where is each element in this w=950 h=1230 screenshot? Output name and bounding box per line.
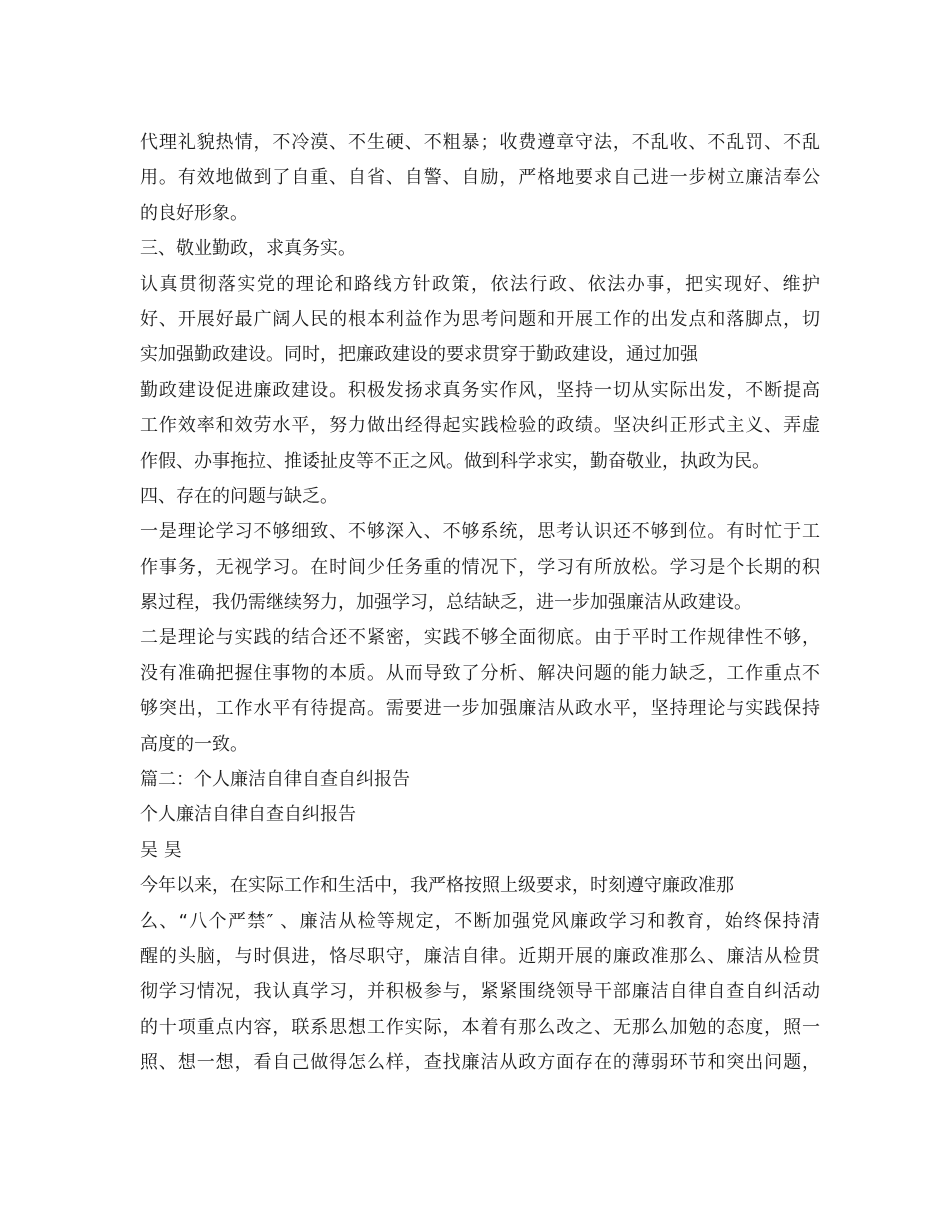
text-line: 二是理论与实践的结合还不紧密，实践不够全面彻底。由于平时工作规律性不够， xyxy=(140,627,820,649)
text-line: 代理礼貌热情，不冷漠、不生硬、不粗暴；收费遵章守法，不乱收、不乱罚、不乱 xyxy=(140,132,820,153)
section-heading: 四、存在的问题与缺乏。 xyxy=(140,485,338,507)
text-line: 勤政建设促进廉政建设。积极发扬求真务实作风，坚持一切从实际出发，不断提高 xyxy=(140,379,820,401)
text-line: 好、开展好最广阔人民的根本利益作为思考问题和开展工作的出发点和落脚点，切 xyxy=(140,308,820,330)
text-line: 的良好形象。 xyxy=(140,202,248,224)
text-line: 累过程，我仍需继续努力，加强学习，总结缺乏，进一步加强廉洁从政建设。 xyxy=(140,592,752,614)
text-line: 彻学习情况，我认真学习，并积极参与，紧紧围绕领导干部廉洁自律自查自纠活动 xyxy=(140,981,820,1003)
text-line: 高度的一致。 xyxy=(140,733,248,755)
text-line: 一是理论学习不够细致、不够深入、不够系统，思考认识还不够到位。有时忙于工 xyxy=(140,521,820,543)
report-title: 个人廉洁自律自查自纠报告 xyxy=(140,804,356,826)
document-body xyxy=(140,125,820,1081)
text-line: 作假、办事拖拉、推诿扯皮等不正之风。做到科学求实，勤奋敬业，执政为民。 xyxy=(140,450,770,472)
text-line: 认真贯彻落实党的理论和路线方针政策，依法行政、依法办事，把实现好、维护 xyxy=(140,273,820,295)
text-line: 够突出，工作水平有待提高。需要进一步加强廉洁从政水平，坚持理论与实践保持 xyxy=(140,698,820,720)
section-heading: 三、敬业勤政，求真务实。 xyxy=(140,238,356,260)
text-line: 醒的头脑，与时俱进，恪尽职守，廉洁自律。近期开展的廉政准那么、廉洁从检贯 xyxy=(140,945,820,967)
text-line: 么、“八个严禁″ 、廉洁从检等规定，不断加强党风廉政学习和教育，始终保持清 xyxy=(140,910,820,932)
text-line: 的十项重点内容，联系思想工作实际，本着有那么改之、无那么加勉的态度，照一 xyxy=(140,1016,820,1038)
text-line: 今年以来，在实际工作和生活中，我严格按照上级要求，时刻遵守廉政准那 xyxy=(140,875,734,897)
text-line: 工作效率和效劳水平，努力做出经得起实践检验的政绩。坚决纠正形式主义、弄虚 xyxy=(140,415,820,437)
text-line: 作事务，无视学习。在时间少任务重的情况下，学习有所放松。学习是个长期的积 xyxy=(140,556,820,578)
text-line: 照、想一想，看自己做得怎么样，查找廉洁从政方面存在的薄弱环节和突出问题， xyxy=(140,1052,820,1074)
text-line: 用。有效地做到了自重、自省、自警、自励，严格地要求自己进一步树立廉洁奉公 xyxy=(140,167,820,189)
chapter-heading: 篇二：个人廉洁自律自查自纠报告 xyxy=(140,769,410,791)
author-name: 吴 昊 xyxy=(140,839,182,861)
text-line: 没有准确把握住事物的本质。从而导致了分析、解决问题的能力缺乏，工作重点不 xyxy=(140,662,820,684)
text-line: 实加强勤政建设。同时，把廉政建设的要求贯穿于勤政建设，通过加强 xyxy=(140,344,698,366)
